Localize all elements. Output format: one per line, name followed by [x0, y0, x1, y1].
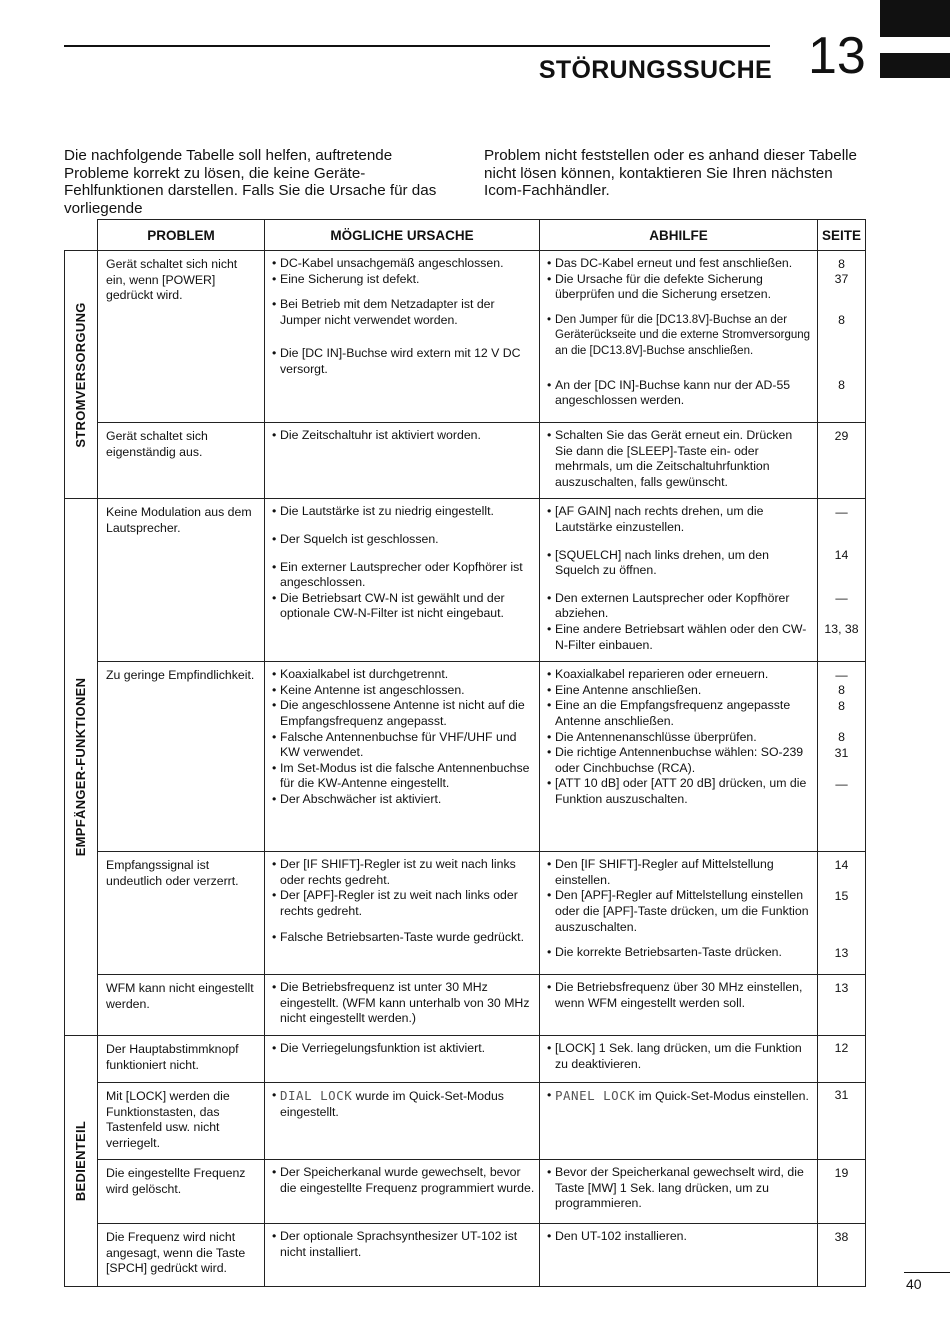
remedy-item-text: Bevor der Speicherkanal gewechselt wird, die Taste [MW] 1 Sek. lang drücken, um zu programmieren.: [555, 1165, 804, 1211]
page-ref: —: [835, 591, 848, 606]
bullet-icon: •: [547, 729, 552, 744]
chapter-number: 13: [808, 27, 866, 85]
lcd-text: DIAL LOCK: [280, 1087, 353, 1103]
cause-item-text: Der [APF]-Regler ist zu weit nach links oder rechts gedreht.: [280, 888, 518, 918]
bullet-icon: •: [272, 791, 277, 806]
remedy-item-text: [ATT 10 dB] oder [ATT 20 dB] drücken, um die Funktion auszuschalten.: [555, 776, 807, 806]
bullet-icon: •: [272, 297, 277, 312]
cause-item-text: Keine Antenne ist angeschlossen.: [280, 682, 465, 697]
bullet-icon: •: [272, 929, 277, 944]
bullet-icon: •: [547, 1087, 552, 1102]
remedy-item-text: Die Ursache für die defekte Sicherung überprüfen und die Sicherung ersetzen.: [555, 271, 772, 302]
remedy-item-text: An der [DC IN]-Buchse kann nur der AD-55 angeschlossen werden.: [555, 377, 791, 408]
bullet-icon: •: [272, 1087, 277, 1102]
bullet-icon: •: [547, 428, 552, 442]
table-row: [65, 1224, 866, 1287]
cause-item-text: Die angeschlossene Antenne ist nicht auf die Empfangsfrequenz angepasst.: [280, 698, 525, 728]
problem-cell: Gerät schaltet sich nicht ein, wenn [POWER] gedrückt wird.: [98, 251, 265, 423]
remedy-cell: [540, 499, 818, 662]
remedy-item-rest: im Quick-Set-Modus einstellen.: [638, 1088, 809, 1103]
bullet-icon: •: [272, 729, 277, 744]
cause-item: [272, 346, 535, 377]
cause-item-text: Falsche Antennenbuchse für VHF/UHF und KW verwendet.: [280, 729, 517, 760]
page-number: 40: [906, 1276, 922, 1292]
table-row: [65, 1035, 866, 1082]
page-ref: 13: [834, 945, 849, 960]
category-label-control: BEDIENTEIL: [73, 1120, 89, 1202]
cause-item: [272, 761, 535, 792]
remedy-cell: [540, 423, 818, 499]
table-row: [65, 852, 866, 975]
cause-item-text: Der Squelch ist geschlossen.: [280, 531, 439, 546]
cause-item-text: Der [IF SHIFT]-Regler ist zu weit nach links oder rechts gedreht.: [280, 857, 516, 887]
chapter-tab-marker: [880, 53, 950, 78]
cause-item: [272, 297, 535, 328]
cause-item-text: Eine Sicherung ist defekt.: [280, 271, 420, 286]
cause-item-rest: wurde im Quick-Set-Modus eingestellt.: [280, 1088, 504, 1119]
bullet-icon: •: [547, 313, 552, 326]
remedy-item-text: Den [IF SHIFT]-Regler auf Mittelstellung einstellen.: [555, 857, 774, 887]
problem-cell: Zu geringe Empfindlichkeit.: [98, 662, 265, 852]
cause-cell: [265, 662, 540, 852]
bullet-icon: •: [272, 590, 277, 605]
cause-item: [272, 888, 535, 919]
remedy-item-text: Eine Antenne anschließen.: [555, 682, 702, 697]
remedy-item-text: Das DC-Kabel erneut und fest anschließen.: [555, 256, 793, 270]
page-ref: 31: [834, 1088, 849, 1103]
column-header-problem: PROBLEM: [98, 220, 265, 251]
bullet-icon: •: [272, 857, 277, 872]
bullet-icon: •: [272, 760, 277, 775]
remedy-item-text: [SQUELCH] nach links drehen, um den Squelch zu öffnen.: [555, 547, 769, 578]
page-cell: [818, 662, 866, 852]
remedy-item: [547, 591, 813, 622]
page-ref: 31: [834, 745, 849, 760]
cause-item-text: Der Speicherkanal wurde gewechselt, bevor die eingestellte Frequenz programmiert wurde.: [280, 1165, 535, 1195]
page-cell: [818, 1160, 866, 1224]
page-ref: 8: [838, 698, 845, 713]
page-ref: 8: [838, 683, 845, 698]
page-ref: 12: [834, 1041, 849, 1056]
intro-text-right: Problem nicht feststellen oder es anhand dieser Tabelle nicht lösen können, kontaktieren Sie Ihren nächsten Icom-Fachhändler.: [484, 147, 857, 199]
cause-item-text: Falsche Betriebsarten-Taste wurde gedrückt.: [280, 929, 525, 944]
table-row: [65, 499, 866, 662]
page-ref: 14: [834, 857, 849, 872]
page-ref: 29: [834, 428, 849, 443]
bullet-icon: •: [547, 590, 552, 605]
cause-item-text: Die Betriebsfrequenz ist unter 30 MHz eingestellt. (WFM kann unterhalb von 30 MHz nicht eingestellt werden.): [280, 980, 530, 1026]
bullet-icon: •: [547, 698, 552, 713]
bullet-icon: •: [547, 857, 552, 872]
cause-item: [272, 1041, 535, 1057]
bullet-icon: •: [547, 776, 552, 791]
cause-item-text: Der Abschwächer ist aktiviert.: [280, 791, 442, 806]
remedy-item: [547, 888, 813, 935]
table-row: [65, 662, 866, 852]
cause-item: [272, 504, 535, 520]
cause-item-text: Die [DC IN]-Buchse wird extern mit 12 V DC versorgt.: [280, 346, 521, 376]
bullet-icon: •: [547, 256, 552, 270]
bullet-icon: •: [547, 271, 552, 286]
cause-item-text: Koaxialkabel ist durchgetrennt.: [280, 667, 449, 682]
cause-cell: [265, 423, 540, 499]
problem-cell: Gerät schaltet sich eigenständig aus.: [98, 423, 265, 499]
remedy-item: [547, 730, 813, 746]
bullet-icon: •: [547, 621, 552, 636]
cause-item: [272, 532, 535, 548]
chapter-tab-top: [880, 0, 950, 37]
remedy-item: [547, 683, 813, 699]
cause-item-text: Im Set-Modus ist die falsche Antennenbuchse für die KW-Antenne eingestellt.: [280, 760, 530, 791]
cause-item: [272, 1088, 535, 1120]
page-ref: 15: [834, 888, 849, 903]
page-ref: 19: [834, 1165, 849, 1180]
remedy-item-text: Schalten Sie das Gerät erneut ein. Drücken Sie dann die [SLEEP]-Taste ein- oder mehrmals, um die Zeitschaltuhrfunktion auszuschalten, falls gewünscht.: [555, 428, 793, 489]
remedy-item-text: Die richtige Antennenbuchse wählen: SO-239 oder Cinchbuchse (RCA).: [555, 745, 804, 775]
cause-cell: [265, 975, 540, 1036]
cause-item: [272, 560, 535, 591]
remedy-item: [547, 1165, 813, 1212]
cause-item-text: Die Betriebsart CW-N ist gewählt und der optionale CW-N-Filter ist nicht eingebaut.: [280, 590, 505, 621]
cause-item-text: Der optionale Sprachsynthesizer UT-102 ist nicht installiert.: [280, 1229, 518, 1259]
page-ref: 38: [834, 1229, 849, 1244]
table-row: [65, 1082, 866, 1159]
remedy-item-text: [LOCK] 1 Sek. lang drücken, um die Funktion zu deaktivieren.: [555, 1040, 802, 1071]
remedy-item: [547, 428, 813, 490]
bullet-icon: •: [272, 1229, 277, 1244]
remedy-item: [547, 272, 813, 303]
remedy-item: [547, 1229, 813, 1245]
bullet-icon: •: [272, 428, 277, 442]
remedy-item-text: Den externen Lautsprecher oder Kopfhörer abziehen.: [555, 590, 790, 621]
cause-cell: [265, 1082, 540, 1159]
remedy-item-text: Koaxialkabel reparieren oder erneuern.: [555, 667, 769, 682]
page-ref: 13, 38: [824, 622, 859, 637]
problem-cell: Der Hauptabstimmknopf funktioniert nicht.: [98, 1035, 265, 1082]
bullet-icon: •: [547, 1040, 552, 1055]
page-ref: 8: [838, 730, 845, 744]
category-label-receive: EMPFÄNGER-FUNKTIONEN: [73, 677, 89, 857]
remedy-item: [547, 378, 813, 409]
cause-item-text: Die Zeitschaltuhr ist aktiviert worden.: [280, 428, 481, 442]
table-header-row: [65, 220, 866, 251]
cause-item: [272, 272, 535, 288]
remedy-item-text: [555, 1088, 813, 1105]
page-cell: [818, 975, 866, 1036]
page-ref: 8: [838, 313, 845, 328]
remedy-item: [547, 256, 813, 272]
page-ref: 37: [834, 272, 849, 287]
table-row: [65, 423, 866, 499]
problem-cell: Mit [LOCK] werden die Funktionstasten, das Tastenfeld usw. nicht verriegelt.: [98, 1082, 265, 1159]
remedy-item: [547, 698, 813, 729]
remedy-item: [547, 667, 813, 683]
cause-item: [272, 930, 535, 946]
remedy-item: [547, 504, 813, 535]
bullet-icon: •: [272, 1165, 277, 1180]
cause-cell: [265, 852, 540, 975]
bullet-icon: •: [547, 945, 552, 960]
remedy-item: [547, 857, 813, 888]
page-ref: —: [835, 667, 848, 682]
page-ref: 8: [838, 256, 845, 271]
cause-item: [272, 428, 535, 444]
table-row: [65, 1160, 866, 1224]
remedy-cell: [540, 1160, 818, 1224]
remedy-item-text: Eine an die Empfangsfrequenz angepasste Antenne anschließen.: [555, 698, 791, 728]
remedy-cell: [540, 852, 818, 975]
bullet-icon: •: [272, 559, 277, 574]
page-cell: [818, 852, 866, 975]
remedy-item: [547, 548, 813, 579]
remedy-item: [547, 745, 813, 776]
category-label-power: STROMVERSORGUNG: [73, 302, 89, 448]
bullet-icon: •: [272, 346, 277, 361]
table-row: [65, 975, 866, 1036]
column-header-remedy: ABHILFE: [540, 220, 818, 251]
remedy-item-text: Den UT-102 installieren.: [555, 1229, 687, 1244]
cause-item: [272, 730, 535, 761]
cause-item-text: Die Lautstärke ist zu niedrig eingestellt.: [280, 504, 494, 519]
footer-rule: [904, 1272, 950, 1273]
page-cell: [818, 1082, 866, 1159]
bullet-icon: •: [272, 682, 277, 697]
lcd-text: PANEL LOCK: [555, 1087, 636, 1103]
intro-text-left: Die nachfolgende Tabelle soll helfen, auftretende Probleme korrekt zu lösen, die keine Geräte-Fehlfunktionen darstellen. Falls Sie die Ursache für das vorliegende: [64, 147, 437, 217]
remedy-item-text: Eine andere Betriebsart wählen oder den CW-N-Filter einbauen.: [555, 621, 807, 652]
column-header-page: SEITE: [818, 220, 866, 251]
page-ref: 8: [838, 378, 845, 393]
remedy-item: [547, 776, 813, 807]
cause-cell: [265, 251, 540, 423]
cause-item-text: DC-Kabel unsachgemäß angeschlossen.: [280, 256, 504, 270]
problem-cell: WFM kann nicht eingestellt werden.: [98, 975, 265, 1036]
bullet-icon: •: [272, 531, 277, 546]
bullet-icon: •: [272, 1040, 277, 1055]
header-rule: [64, 45, 770, 47]
cause-item: [272, 256, 535, 272]
cause-item: [272, 683, 535, 699]
bullet-icon: •: [547, 1229, 552, 1244]
cause-cell: [265, 499, 540, 662]
cause-item: [272, 792, 535, 808]
remedy-item: [547, 1088, 813, 1105]
page-cell: [818, 251, 866, 423]
page-ref: 14: [834, 548, 849, 563]
column-header-cause: MÖGLICHE URSACHE: [265, 220, 540, 251]
problem-cell: Empfangssignal ist undeutlich oder verzerrt.: [98, 852, 265, 975]
problem-cell: Die eingestellte Frequenz wird gelöscht.: [98, 1160, 265, 1224]
remedy-item: [547, 313, 813, 360]
bullet-icon: •: [547, 745, 552, 760]
troubleshooting-table: [64, 219, 866, 1287]
remedy-item-text: Die Betriebsfrequenz über 30 MHz einstellen, wenn WFM eingestellt werden soll.: [555, 980, 803, 1010]
cause-cell: [265, 1224, 540, 1287]
remedy-cell: [540, 662, 818, 852]
cause-item: [272, 591, 535, 622]
page-ref: —: [835, 776, 848, 791]
table-header-blank: [65, 220, 98, 251]
remedy-item: [547, 945, 813, 961]
bullet-icon: •: [272, 271, 277, 286]
cause-item: [272, 698, 535, 729]
problem-cell: Die Frequenz wird nicht angesagt, wenn die Taste [SPCH] gedrückt wird.: [98, 1224, 265, 1287]
remedy-cell: [540, 1082, 818, 1159]
bullet-icon: •: [547, 980, 552, 995]
bullet-icon: •: [547, 377, 552, 392]
bullet-icon: •: [547, 888, 552, 903]
cause-item-text: Die Verriegelungsfunktion ist aktiviert.: [280, 1040, 486, 1055]
bullet-icon: •: [547, 1165, 552, 1180]
page-ref: 13: [834, 980, 849, 995]
remedy-item: [547, 622, 813, 653]
remedy-item-text: Die korrekte Betriebsarten-Taste drücken.: [555, 945, 782, 960]
category-cell: [65, 499, 98, 1036]
remedy-item: [547, 980, 813, 1011]
table-body: [65, 251, 866, 1287]
problem-cell: Keine Modulation aus dem Lautsprecher.: [98, 499, 265, 662]
page-cell: [818, 1035, 866, 1082]
cause-item-text: Ein externer Lautsprecher oder Kopfhörer ist angeschlossen.: [280, 559, 523, 590]
cause-item: [272, 667, 535, 683]
remedy-item-text: Die Antennenanschlüsse überprüfen.: [555, 729, 757, 744]
bullet-icon: •: [272, 888, 277, 903]
bullet-icon: •: [547, 682, 552, 697]
page-cell: [818, 499, 866, 662]
remedy-cell: [540, 251, 818, 423]
bullet-icon: •: [272, 256, 277, 270]
cause-item: [272, 1165, 535, 1196]
cause-item-text: [280, 1088, 535, 1120]
cause-cell: [265, 1035, 540, 1082]
cause-item-text: Bei Betrieb mit dem Netzadapter ist der Jumper nicht verwendet worden.: [280, 297, 495, 327]
bullet-icon: •: [547, 547, 552, 562]
cause-item: [272, 1229, 535, 1260]
page-cell: [818, 1224, 866, 1287]
category-cell: [65, 251, 98, 499]
bullet-icon: •: [272, 698, 277, 713]
page-title: STÖRUNGSSUCHE: [538, 56, 772, 84]
page-cell: [818, 423, 866, 499]
cause-item: [272, 857, 535, 888]
bullet-icon: •: [272, 504, 277, 519]
remedy-item: [547, 1041, 813, 1072]
bullet-icon: •: [547, 667, 552, 682]
remedy-item-text: Den [APF]-Regler auf Mittelstellung einstellen oder die [APF]-Taste drücken, um die Funktion auszuschalten.: [555, 888, 809, 934]
bullet-icon: •: [272, 980, 277, 995]
remedy-item-text: [AF GAIN] nach rechts drehen, um die Lautstärke einzustellen.: [555, 504, 764, 534]
remedy-item-text: Den Jumper für die [DC13.8V]-Buchse an der Geräterückseite und die externe Stromversorgung an die [DC13.8V]-Buchse anschließen.: [555, 313, 811, 357]
bullet-icon: •: [272, 667, 277, 682]
remedy-cell: [540, 1035, 818, 1082]
page-ref: —: [835, 504, 848, 519]
cause-item: [272, 980, 535, 1027]
bullet-icon: •: [547, 504, 552, 519]
cause-cell: [265, 1160, 540, 1224]
remedy-cell: [540, 1224, 818, 1287]
category-cell: [65, 1035, 98, 1286]
remedy-cell: [540, 975, 818, 1036]
table-row: [65, 251, 866, 423]
